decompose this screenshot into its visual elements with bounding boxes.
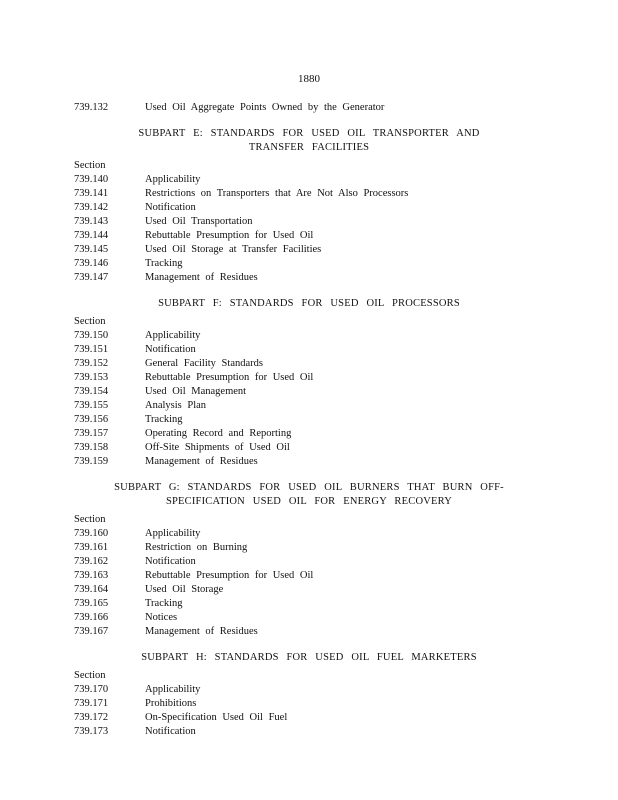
section-row bbox=[74, 697, 544, 711]
section-number: 739.164 bbox=[74, 584, 109, 595]
section-row bbox=[74, 371, 544, 385]
section-number: 739.146 bbox=[74, 258, 109, 269]
section-number: 739.142 bbox=[74, 202, 109, 213]
section-title: Notification bbox=[145, 344, 196, 355]
section-title: Applicability bbox=[145, 330, 201, 341]
section-number: 739.159 bbox=[74, 456, 109, 467]
section-row bbox=[74, 215, 544, 229]
section-label: Section bbox=[74, 670, 106, 681]
section-label: Section bbox=[74, 514, 106, 525]
subpart-e bbox=[74, 127, 544, 285]
subpart-h bbox=[74, 651, 544, 739]
subpart-heading-line: TRANSFER FACILITIES bbox=[248, 142, 370, 153]
section-number: 739.163 bbox=[74, 570, 109, 581]
section-row bbox=[74, 569, 544, 583]
section-number: 739.166 bbox=[74, 612, 109, 623]
section-title: Tracking bbox=[145, 258, 183, 269]
section-number: 739.160 bbox=[74, 528, 109, 539]
section-number: 739.151 bbox=[74, 344, 109, 355]
section-number: 739.158 bbox=[74, 442, 109, 453]
section-title: Tracking bbox=[145, 414, 183, 425]
section-number: 739.152 bbox=[74, 358, 109, 369]
section-row bbox=[74, 201, 544, 215]
section-title: Notification bbox=[145, 726, 196, 737]
section-title: Used Oil Transportation bbox=[145, 216, 253, 227]
section-number: 739.154 bbox=[74, 386, 109, 397]
section-row bbox=[74, 413, 544, 427]
section-row bbox=[74, 527, 544, 541]
section-title: Rebuttable Presumption for Used Oil bbox=[145, 570, 314, 581]
section-number: 739.171 bbox=[74, 698, 109, 709]
section-row bbox=[74, 343, 544, 357]
section-title: Notices bbox=[145, 612, 178, 623]
section-row bbox=[74, 683, 544, 697]
section-row bbox=[74, 427, 544, 441]
subpart-heading-line: SPECIFICATION USED OIL FOR ENERGY RECOVERY bbox=[165, 496, 453, 507]
section-title: Used Oil Aggregate Points Owned by the Generator bbox=[145, 102, 385, 113]
subpart-heading-line: SUBPART F: STANDARDS FOR USED OIL PROCESSORS bbox=[158, 298, 460, 309]
section-title: Management of Residues bbox=[145, 626, 258, 637]
section-row bbox=[74, 243, 544, 257]
subpart-heading-line: SUBPART H: STANDARDS FOR USED OIL FUEL MARKETERS bbox=[141, 652, 477, 663]
table-of-contents bbox=[74, 101, 544, 739]
subpart-g bbox=[74, 481, 544, 639]
subpart-heading-line: SUBPART G: STANDARDS FOR USED OIL BURNERS THAT BURN OFF- bbox=[114, 482, 504, 493]
section-title: Tracking bbox=[145, 598, 183, 609]
section-row bbox=[74, 725, 544, 739]
section-row bbox=[74, 711, 544, 725]
section-row bbox=[74, 399, 544, 413]
section-number: 739.145 bbox=[74, 244, 109, 255]
section-number: 739.140 bbox=[74, 174, 109, 185]
section-number: 739.141 bbox=[74, 188, 109, 199]
section-title: Off-Site Shipments of Used Oil bbox=[145, 442, 290, 453]
section-number: 739.153 bbox=[74, 372, 109, 383]
section-title: Restriction on Burning bbox=[145, 542, 248, 553]
section-row bbox=[74, 187, 544, 201]
section-row bbox=[74, 441, 544, 455]
section-number: 739.156 bbox=[74, 414, 109, 425]
section-title: General Facility Standards bbox=[145, 358, 263, 369]
section-row bbox=[74, 173, 544, 187]
section-title: Prohibitions bbox=[145, 698, 197, 709]
section-row bbox=[74, 611, 544, 625]
subpart-f bbox=[74, 297, 544, 469]
section-number: 739.165 bbox=[74, 598, 109, 609]
section-row bbox=[74, 555, 544, 569]
section-title: On-Specification Used Oil Fuel bbox=[145, 712, 288, 723]
section-number: 739.143 bbox=[74, 216, 109, 227]
section-number: 739.147 bbox=[74, 272, 109, 283]
section-number: 739.161 bbox=[74, 542, 109, 553]
section-title: Analysis Plan bbox=[145, 400, 207, 411]
section-row bbox=[74, 385, 544, 399]
section-row bbox=[74, 329, 544, 343]
section-row bbox=[74, 229, 544, 243]
section-row bbox=[74, 583, 544, 597]
section-row bbox=[74, 357, 544, 371]
section-number: 739.157 bbox=[74, 428, 109, 439]
section-title: Used Oil Storage at Transfer Facilities bbox=[145, 244, 322, 255]
section-row bbox=[74, 625, 544, 639]
section-number: 739.155 bbox=[74, 400, 109, 411]
section-title: Rebuttable Presumption for Used Oil bbox=[145, 372, 314, 383]
section-title: Applicability bbox=[145, 528, 201, 539]
section-row bbox=[74, 597, 544, 611]
section-title: Used Oil Management bbox=[145, 386, 247, 397]
page-number: 1880 bbox=[298, 73, 320, 85]
section-title: Rebuttable Presumption for Used Oil bbox=[145, 230, 314, 241]
section-number: 739.150 bbox=[74, 330, 109, 341]
section-title: Applicability bbox=[145, 174, 201, 185]
section-number: 739.162 bbox=[74, 556, 109, 567]
section-label: Section bbox=[74, 160, 106, 171]
section-title: Management of Residues bbox=[145, 456, 258, 467]
section-title: Management of Residues bbox=[145, 272, 258, 283]
section-label: Section bbox=[74, 316, 106, 327]
section-row bbox=[74, 257, 544, 271]
section-row bbox=[74, 541, 544, 555]
subpart-heading bbox=[74, 127, 544, 155]
section-number: 739.167 bbox=[74, 626, 109, 637]
section-row bbox=[74, 455, 544, 469]
section-row bbox=[74, 101, 544, 115]
section-title: Restrictions on Transporters that Are Not Also Processors bbox=[145, 188, 409, 199]
subpart-heading-line: SUBPART E: STANDARDS FOR USED OIL TRANSPORTER AND bbox=[138, 128, 480, 139]
section-title: Applicability bbox=[145, 684, 201, 695]
section-number: 739.173 bbox=[74, 726, 109, 737]
subpart-heading bbox=[74, 651, 544, 665]
section-number: 739.170 bbox=[74, 684, 109, 695]
subpart-heading bbox=[74, 481, 544, 509]
subpart-heading bbox=[74, 297, 544, 311]
section-title: Notification bbox=[145, 556, 196, 567]
section-number: 739.172 bbox=[74, 712, 109, 723]
section-number: 739.144 bbox=[74, 230, 109, 241]
section-row bbox=[74, 271, 544, 285]
section-number: 739.132 bbox=[74, 102, 109, 113]
section-title: Operating Record and Reporting bbox=[145, 428, 292, 439]
section-title: Used Oil Storage bbox=[145, 584, 224, 595]
section-title: Notification bbox=[145, 202, 196, 213]
